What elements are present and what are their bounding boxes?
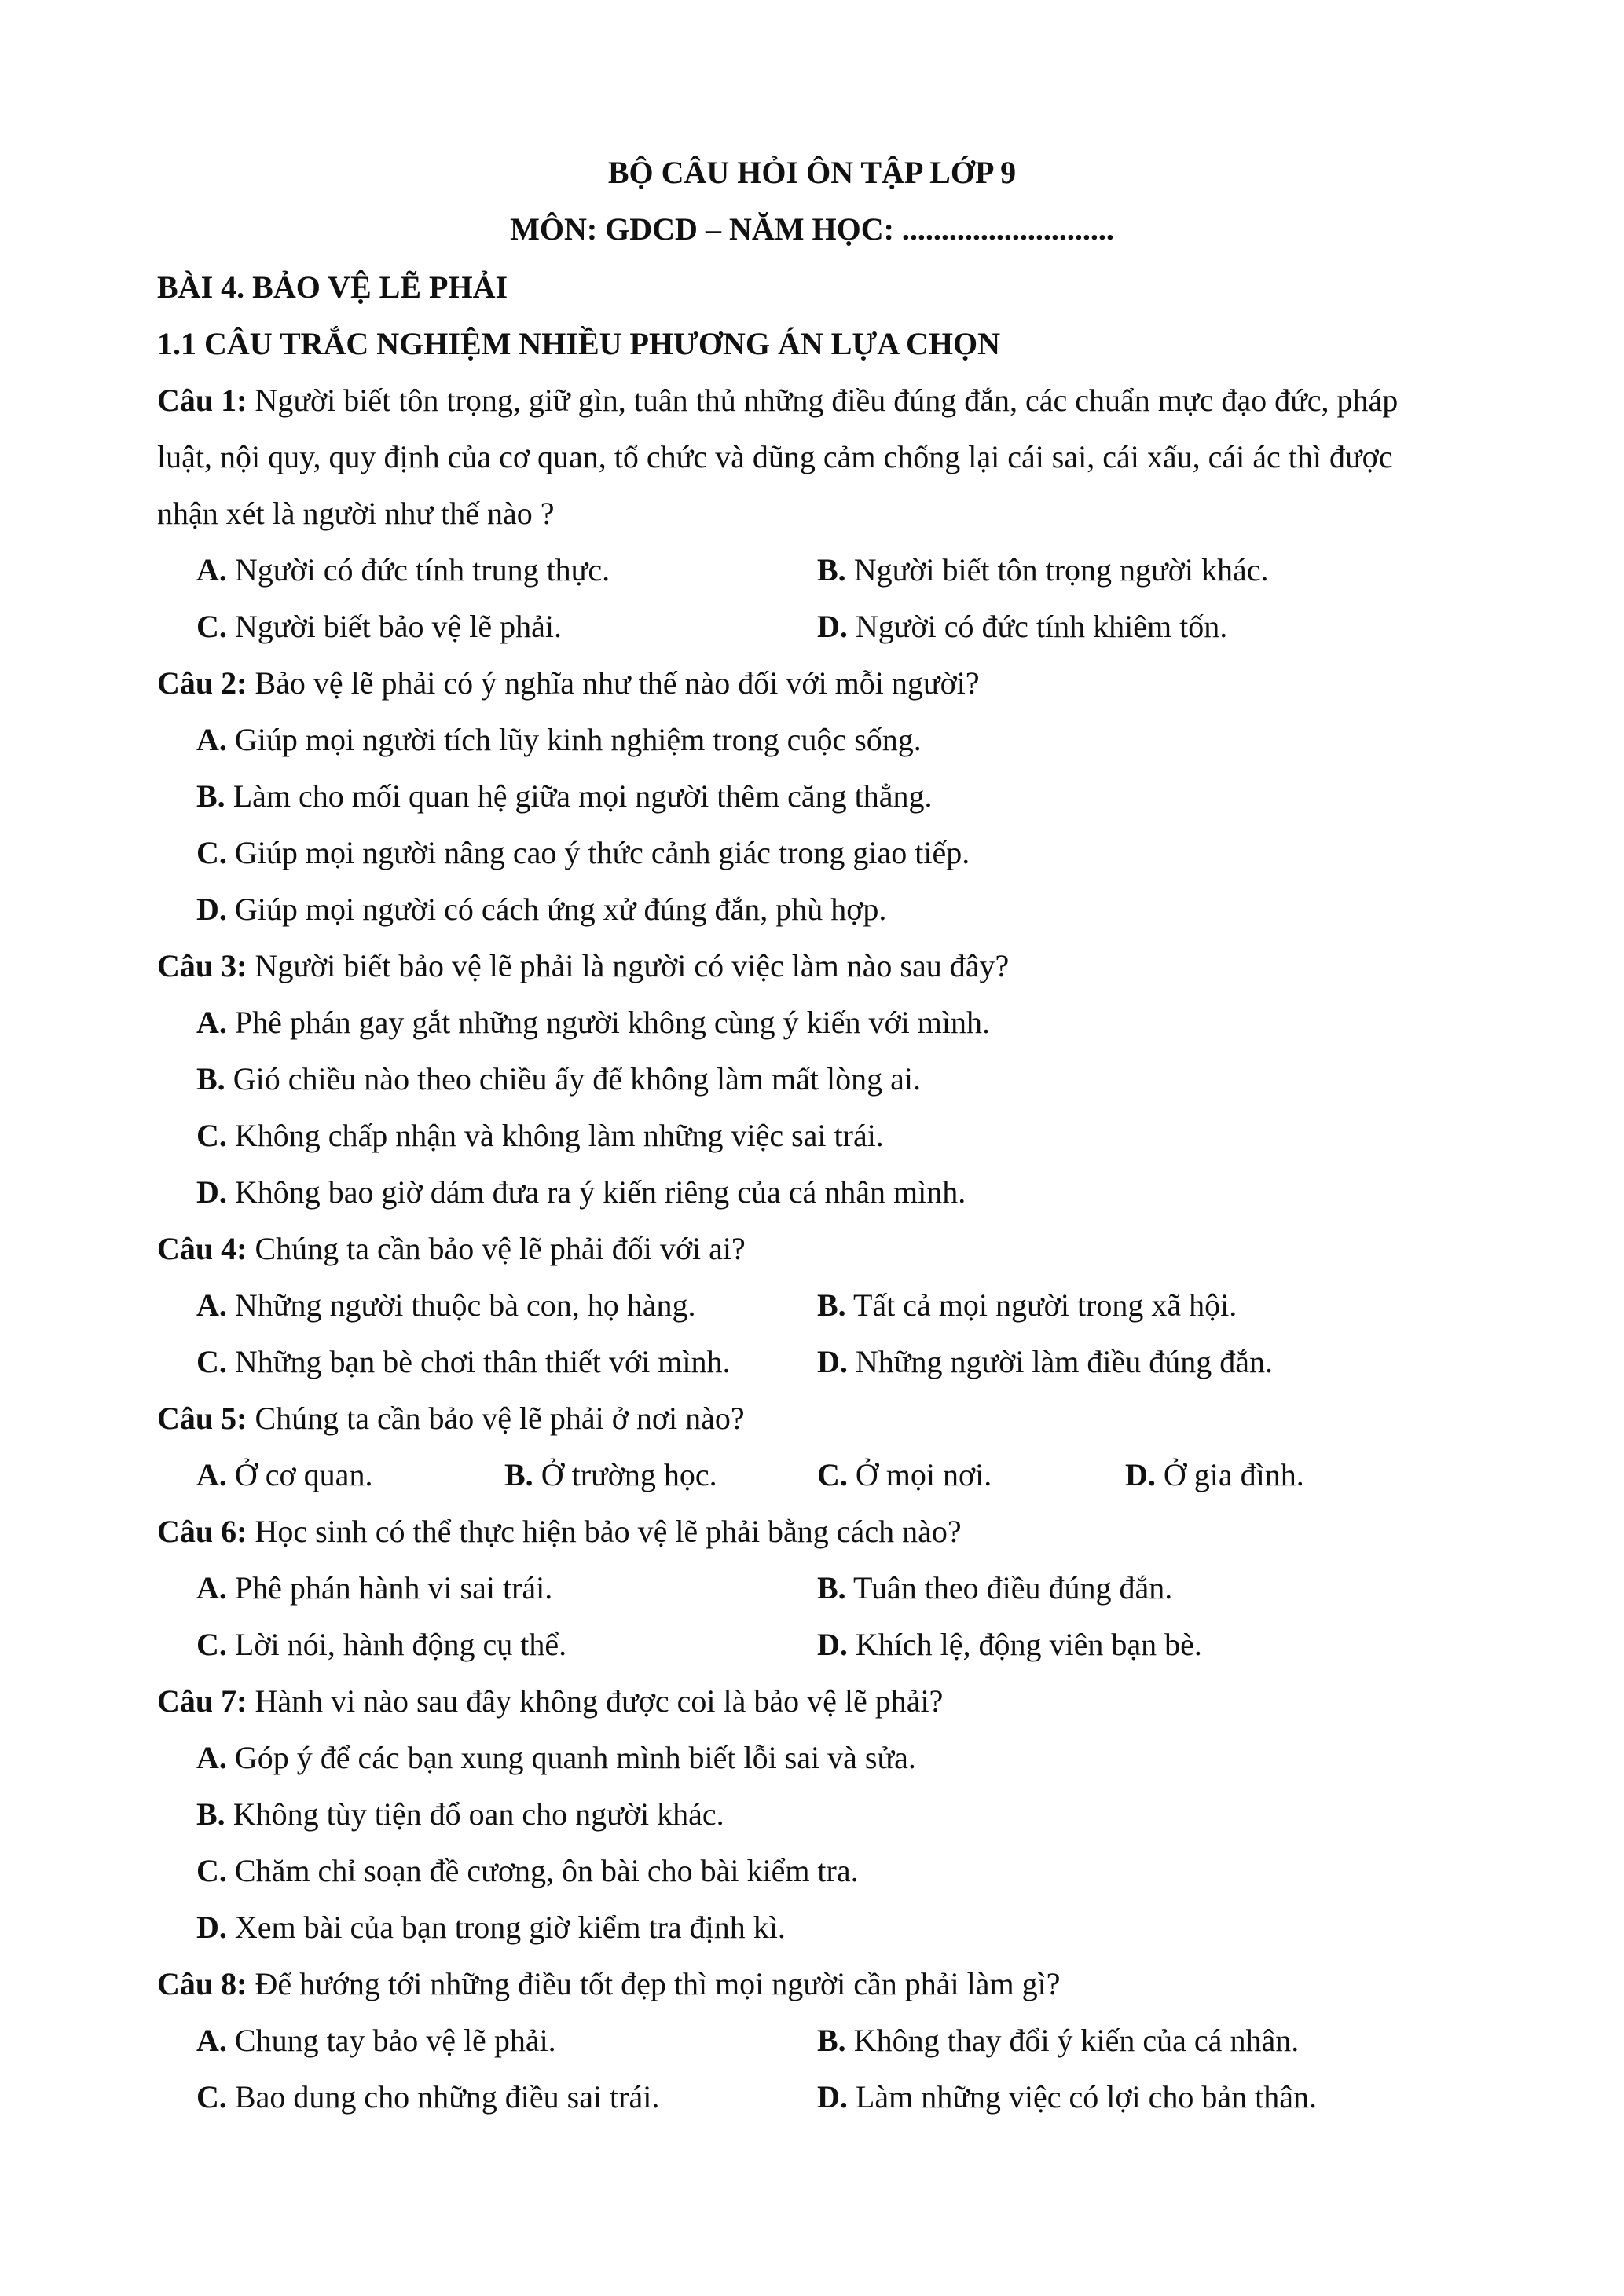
option-key: C. — [196, 1344, 227, 1379]
option-key: D. — [196, 1910, 227, 1945]
option-key: C. — [817, 1457, 848, 1492]
option-key: D. — [817, 609, 848, 644]
document-title: BỘ CÂU HỎI ÔN TẬP LỚP 9 — [607, 155, 1017, 190]
option-text: Người biết bảo vệ lẽ phải. — [226, 609, 562, 644]
option-key: B. — [196, 778, 225, 814]
question-4-text: Chúng ta cần bảo vệ lẽ phải đối với ai? — [247, 1231, 746, 1266]
question-2-label: Câu 2: — [157, 665, 247, 701]
option-key: C. — [196, 2079, 227, 2115]
question-6-option-d — [817, 1626, 1202, 1664]
option-text: Những người thuộc bà con, họ hàng. — [226, 1287, 696, 1323]
question-1-option-c — [196, 608, 562, 646]
question-8-line-1 — [157, 1965, 1060, 2003]
option-key: A. — [196, 1570, 227, 1606]
question-7-text: Hành vi nào sau đây không được coi là bảo vệ lẽ phải? — [247, 1683, 944, 1719]
question-7-label: Câu 7: — [157, 1683, 247, 1719]
question-4-option-d — [817, 1343, 1273, 1381]
option-text: Ở mọi nơi. — [847, 1457, 992, 1492]
question-3-line-1 — [157, 947, 1009, 985]
option-text: Khích lệ, động viên bạn bè. — [847, 1627, 1202, 1662]
option-text: Người có đức tính trung thực. — [226, 552, 610, 588]
question-2-text: Bảo vệ lẽ phải có ý nghĩa như thế nào đối với mỗi người? — [247, 665, 980, 701]
question-2-option-a — [196, 721, 922, 759]
option-text: Tất cả mọi người trong xã hội. — [845, 1287, 1237, 1323]
option-key: D. — [1125, 1457, 1156, 1492]
option-text: Gió chiều nào theo chiều ấy để không làm mất lòng ai. — [225, 1061, 921, 1097]
option-text: Không chấp nhận và không làm những việc sai trái. — [226, 1118, 884, 1153]
question-3-text: Người biết bảo vệ lẽ phải là người có việc làm nào sau đây? — [247, 948, 1010, 983]
question-7-option-d — [196, 1909, 786, 1946]
option-key: D. — [196, 892, 227, 927]
option-key: A. — [196, 722, 227, 757]
option-text: Làm những việc có lợi cho bản thân. — [847, 2079, 1317, 2115]
question-6-option-c — [196, 1626, 566, 1664]
question-6-label: Câu 6: — [157, 1514, 247, 1549]
question-8-option-d — [817, 2078, 1317, 2116]
question-6-text: Học sinh có thể thực hiện bảo vệ lẽ phải bằng cách nào? — [247, 1514, 962, 1549]
option-text: Phê phán hành vi sai trái. — [226, 1570, 553, 1606]
question-5-option-a — [196, 1456, 372, 1494]
question-4-option-a — [196, 1287, 696, 1324]
option-key: D. — [817, 2079, 848, 2115]
option-text: Những người làm điều đúng đắn. — [847, 1344, 1274, 1379]
question-5-label: Câu 5: — [157, 1401, 247, 1436]
question-1-text-1: Người biết tôn trọng, giữ gìn, tuân thủ những điều đúng đắn, các chuẩn mực đạo đức, pháp — [247, 383, 1399, 418]
question-7-option-c — [196, 1852, 859, 1890]
option-text: Làm cho mối quan hệ giữa mọi người thêm căng thẳng. — [225, 778, 933, 814]
question-3-option-d — [196, 1174, 966, 1211]
option-text: Xem bài của bạn trong giờ kiểm tra định kì. — [226, 1910, 786, 1945]
option-key: A. — [196, 1287, 227, 1323]
question-5-text: Chúng ta cần bảo vệ lẽ phải ở nơi nào? — [247, 1401, 745, 1436]
question-3-option-c — [196, 1117, 884, 1155]
question-2-option-c — [196, 834, 970, 872]
option-text: Người biết tôn trọng người khác. — [845, 552, 1269, 588]
question-5-option-c — [817, 1456, 992, 1494]
question-5-option-b — [504, 1456, 717, 1494]
question-2-line-1 — [157, 665, 980, 702]
question-7-option-a — [196, 1739, 916, 1777]
option-text: Tuân theo điều đúng đắn. — [845, 1570, 1173, 1606]
question-8-option-c — [196, 2078, 659, 2116]
option-text: Giúp mọi người nâng cao ý thức cảnh giác trong giao tiếp. — [226, 835, 970, 870]
question-1-label: Câu 1: — [157, 383, 247, 418]
lesson-title: BÀI 4. BẢO VỆ LẼ PHẢI — [157, 269, 508, 305]
option-key: B. — [196, 1796, 225, 1832]
option-text: Chăm chỉ soạn đề cương, ôn bài cho bài kiểm tra. — [226, 1853, 859, 1888]
option-key: A. — [196, 1457, 227, 1492]
option-key: C. — [196, 1853, 227, 1888]
option-key: C. — [196, 1627, 227, 1662]
option-text: Bao dung cho những điều sai trái. — [226, 2079, 660, 2115]
option-key: B. — [504, 1457, 533, 1492]
question-2-option-b — [196, 778, 933, 815]
option-key: B. — [817, 552, 846, 588]
option-text: Chung tay bảo vệ lẽ phải. — [226, 2023, 556, 2058]
option-text: Phê phán gay gắt những người không cùng ý kiến với mình. — [226, 1005, 991, 1040]
question-6-line-1 — [157, 1513, 962, 1551]
question-3-label: Câu 3: — [157, 948, 247, 983]
option-text: Ở trường học. — [533, 1457, 717, 1492]
question-1-option-b — [817, 551, 1269, 589]
question-8-option-b — [817, 2022, 1299, 2060]
question-4-line-1 — [157, 1230, 746, 1268]
question-1-line-1 — [157, 382, 1398, 419]
option-key: B. — [817, 2023, 846, 2058]
document-subject-line: MÔN: GDCD – NĂM HỌC: ........................... — [510, 211, 1114, 247]
question-1-option-a — [196, 551, 610, 589]
question-7-option-b — [196, 1796, 724, 1833]
question-6-option-b — [817, 1569, 1172, 1607]
option-key: A. — [196, 1005, 227, 1040]
question-3-option-b — [196, 1060, 921, 1098]
option-key: A. — [196, 2023, 227, 2058]
option-text: Ở gia đình. — [1155, 1457, 1304, 1492]
question-6-option-a — [196, 1569, 552, 1607]
question-8-label: Câu 8: — [157, 1966, 247, 2001]
option-text: Không bao giờ dám đưa ra ý kiến riêng của cá nhân mình. — [226, 1174, 966, 1210]
option-key: B. — [817, 1287, 846, 1323]
option-key: D. — [817, 1627, 848, 1662]
section-title: 1.1 CÂU TRẮC NGHIỆM NHIỀU PHƯƠNG ÁN LỰA CHỌN — [157, 326, 1000, 361]
question-8-text: Để hướng tới những điều tốt đẹp thì mọi người cần phải làm gì? — [247, 1966, 1061, 2001]
option-text: Ở cơ quan. — [226, 1457, 373, 1492]
question-1-option-d — [817, 608, 1227, 646]
question-4-option-c — [196, 1343, 730, 1381]
option-key: D. — [196, 1174, 227, 1210]
question-8-option-a — [196, 2022, 556, 2060]
question-2-option-d — [196, 891, 886, 928]
option-text: Lời nói, hành động cụ thể. — [226, 1627, 567, 1662]
question-7-line-1 — [157, 1683, 943, 1720]
option-key: D. — [817, 1344, 848, 1379]
question-4-option-b — [817, 1287, 1237, 1324]
option-key: C. — [196, 609, 227, 644]
question-4-label: Câu 4: — [157, 1231, 247, 1266]
option-key: A. — [196, 1740, 227, 1775]
option-text: Người có đức tính khiêm tốn. — [847, 609, 1228, 644]
option-text: Giúp mọi người tích lũy kinh nghiệm trong cuộc sống. — [226, 722, 922, 757]
option-text: Không thay đổi ý kiến của cá nhân. — [845, 2023, 1300, 2058]
question-5-line-1 — [157, 1400, 745, 1437]
option-key: C. — [196, 835, 227, 870]
option-text: Những bạn bè chơi thân thiết với mình. — [226, 1344, 731, 1379]
option-key: C. — [196, 1118, 227, 1153]
option-text: Góp ý để các bạn xung quanh mình biết lỗi sai và sửa. — [226, 1740, 916, 1775]
option-text: Không tùy tiện đổ oan cho người khác. — [225, 1796, 724, 1832]
question-3-option-a — [196, 1004, 990, 1042]
question-5-option-d — [1125, 1456, 1304, 1494]
option-key: A. — [196, 552, 227, 588]
option-key: B. — [817, 1570, 846, 1606]
option-key: B. — [196, 1061, 225, 1097]
question-1-line-2: luật, nội quy, quy định của cơ quan, tổ chức và dũng cảm chống lại cái sai, cái xấu, cái ác thì được — [157, 439, 1393, 474]
question-1-line-3: nhận xét là người như thế nào ? — [157, 496, 555, 531]
option-text: Giúp mọi người có cách ứng xử đúng đắn, phù hợp. — [226, 892, 887, 927]
